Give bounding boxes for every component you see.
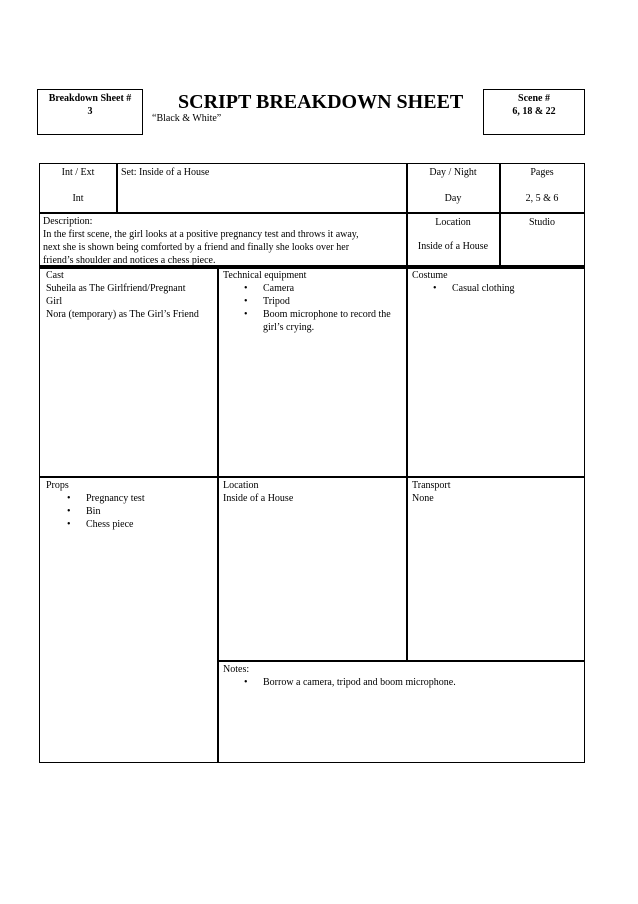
description-label: Description: (43, 216, 93, 227)
cast-entry: Suheila as The Girlfriend/Pregnant (46, 283, 186, 294)
list-item: • Camera (263, 282, 405, 295)
breakdown-sheet-number: 3 (87, 106, 93, 117)
props-label: Props (46, 480, 69, 491)
props-section (46, 479, 216, 531)
scene-number: 6, 18 & 22 (512, 106, 556, 117)
day-night-value: Day (444, 193, 462, 204)
transport-value: None (412, 493, 434, 504)
costume-label: Costume (412, 270, 448, 281)
row-divider (217, 660, 585, 662)
page-title: SCRIPT BREAKDOWN SHEET (178, 91, 464, 113)
description-block (43, 215, 405, 267)
scene-label: Scene # (518, 93, 550, 104)
list-item: • Boom microphone to record the (263, 308, 405, 321)
scene-box (483, 89, 585, 135)
int-ext-value: Int (72, 193, 84, 204)
description-text: In the first scene, the girl looks at a positive pregnancy test and throws it away, (43, 229, 359, 240)
col-divider (116, 163, 118, 213)
notes-section (223, 663, 583, 689)
cast-entry: Girl (46, 296, 63, 307)
cast-label: Cast (46, 270, 64, 281)
location-value: Inside of a House (417, 241, 489, 252)
technical-section (223, 269, 405, 334)
transport-section (412, 479, 582, 505)
props-list (46, 492, 216, 531)
transport-label: Transport (412, 480, 451, 491)
list-item-continuation: girl’s crying. (263, 322, 315, 333)
breakdown-sheet-label: Breakdown Sheet # (48, 93, 132, 104)
day-night-label: Day / Night (429, 167, 477, 178)
cast-section (46, 269, 216, 321)
list-item: • Casual clothing (452, 282, 582, 295)
costume-list (412, 282, 582, 295)
technical-list (223, 282, 405, 334)
row-divider (39, 476, 585, 478)
col-divider (406, 267, 408, 661)
list-item: • Tripod (263, 295, 405, 308)
notes-label: Notes: (223, 664, 250, 675)
cast-entry: Nora (temporary) as The Girl’s Friend (46, 309, 199, 320)
description-text: friend’s shoulder and notices a chess piece. (43, 255, 216, 266)
list-item: • Borrow a camera, tripod and boom microphone. (263, 676, 583, 689)
list-item: • Pregnancy test (86, 492, 216, 505)
pages-label: Pages (530, 167, 554, 178)
location-label: Location (435, 217, 471, 228)
page-subtitle: “Black & White” (152, 113, 222, 124)
description-text: next she is shown being comforted by a friend and finally she looks over her (43, 242, 350, 253)
breakdown-sheet-box (37, 89, 143, 135)
int-ext-label: Int / Ext (61, 167, 95, 178)
location-section-value: Inside of a House (223, 493, 294, 504)
list-item: • Chess piece (86, 518, 216, 531)
notes-list (223, 676, 583, 689)
location-section-label: Location (223, 480, 259, 491)
studio-label: Studio (528, 217, 556, 228)
set-field: Set: Inside of a House (121, 167, 210, 178)
technical-label: Technical equipment (223, 270, 307, 281)
location-section (223, 479, 405, 505)
row-divider (39, 212, 585, 214)
col-divider (217, 267, 219, 763)
pages-value: 2, 5 & 6 (525, 193, 559, 204)
costume-section (412, 269, 582, 295)
list-item: • Bin (86, 505, 216, 518)
